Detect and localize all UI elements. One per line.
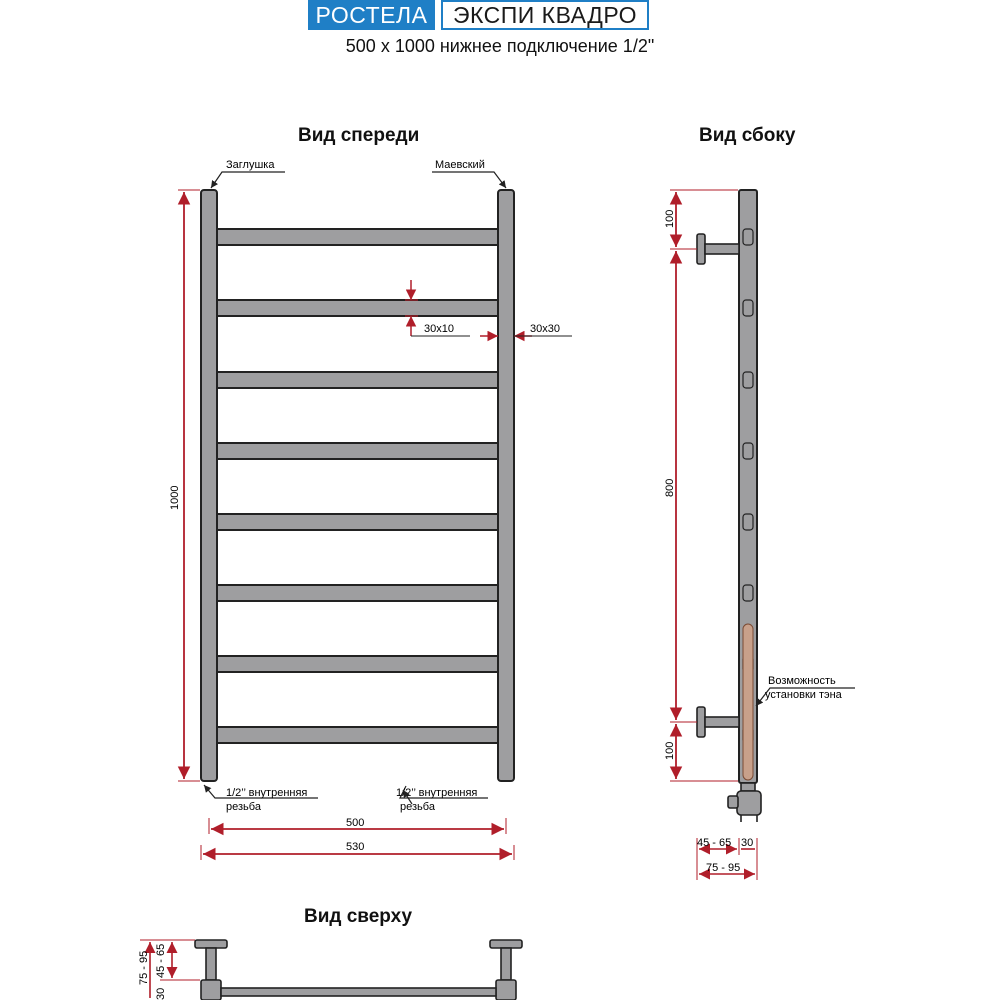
heater-label-1: Возможность [768, 675, 836, 687]
model-name: ЭКСПИ КВАДРО [441, 0, 649, 30]
plug-label: Заглушка [226, 159, 275, 171]
width-outer-label: 530 [346, 841, 365, 853]
front-bar-4 [215, 443, 500, 459]
side-view-title: Вид сбоку [699, 125, 796, 146]
top-view [138, 940, 522, 1000]
bottom-fitting [728, 783, 761, 822]
spec-subtitle: 500 x 1000 нижнее подключение 1/2" [345, 36, 655, 56]
heater-label-2: установки тэна [765, 689, 842, 701]
plug-leader [211, 172, 285, 188]
valve-leader [432, 172, 506, 188]
front-bar-5 [215, 514, 500, 530]
side-dim-middle-label: 800 [664, 478, 676, 497]
side-dim-offset-label: 45 - 65 [697, 837, 732, 849]
side-dim-top-label: 100 [664, 209, 676, 228]
right-post [498, 190, 514, 781]
side-dim-bottom-label: 100 [664, 741, 676, 760]
top-dim-offset-label: 45 - 65 [155, 943, 167, 978]
top-dim-depth-label: 75 - 95 [138, 950, 150, 985]
front-bar-8 [215, 727, 500, 743]
bar-size-label: 30x10 [424, 323, 454, 335]
thread-right-label-2: резьба [400, 801, 435, 813]
front-bars [215, 229, 500, 743]
top-view-title: Вид сверху [304, 906, 413, 927]
front-view-title: Вид спереди [298, 125, 420, 146]
upper-wall-mount [697, 234, 739, 264]
height-label: 1000 [169, 485, 181, 510]
front-bar-7 [215, 656, 500, 672]
thread-left-label-2: резьба [226, 801, 261, 813]
lower-wall-mount [697, 707, 739, 737]
front-view [169, 159, 572, 860]
top-bar [221, 988, 496, 996]
front-bar-1 [215, 229, 500, 245]
post-size-label: 30x30 [530, 323, 560, 335]
thread-right-label-1: 1/2’’ внутренняя [396, 787, 478, 799]
thread-left-label-1: 1/2’’ внутренняя [226, 787, 308, 799]
side-view [664, 190, 855, 880]
top-dim-post-label: 30 [155, 987, 167, 1000]
width-inner-label: 500 [346, 817, 365, 829]
front-bar-6 [215, 585, 500, 601]
side-dim-post-label: 30 [741, 837, 754, 849]
heater-element [743, 624, 753, 780]
left-post [201, 190, 217, 781]
front-bar-2 [215, 300, 500, 316]
front-bar-3 [215, 372, 500, 388]
brand-name: РОСТЕЛА [308, 0, 435, 30]
valve-label: Маевский [435, 159, 485, 171]
side-dim-depth-label: 75 - 95 [706, 862, 741, 874]
